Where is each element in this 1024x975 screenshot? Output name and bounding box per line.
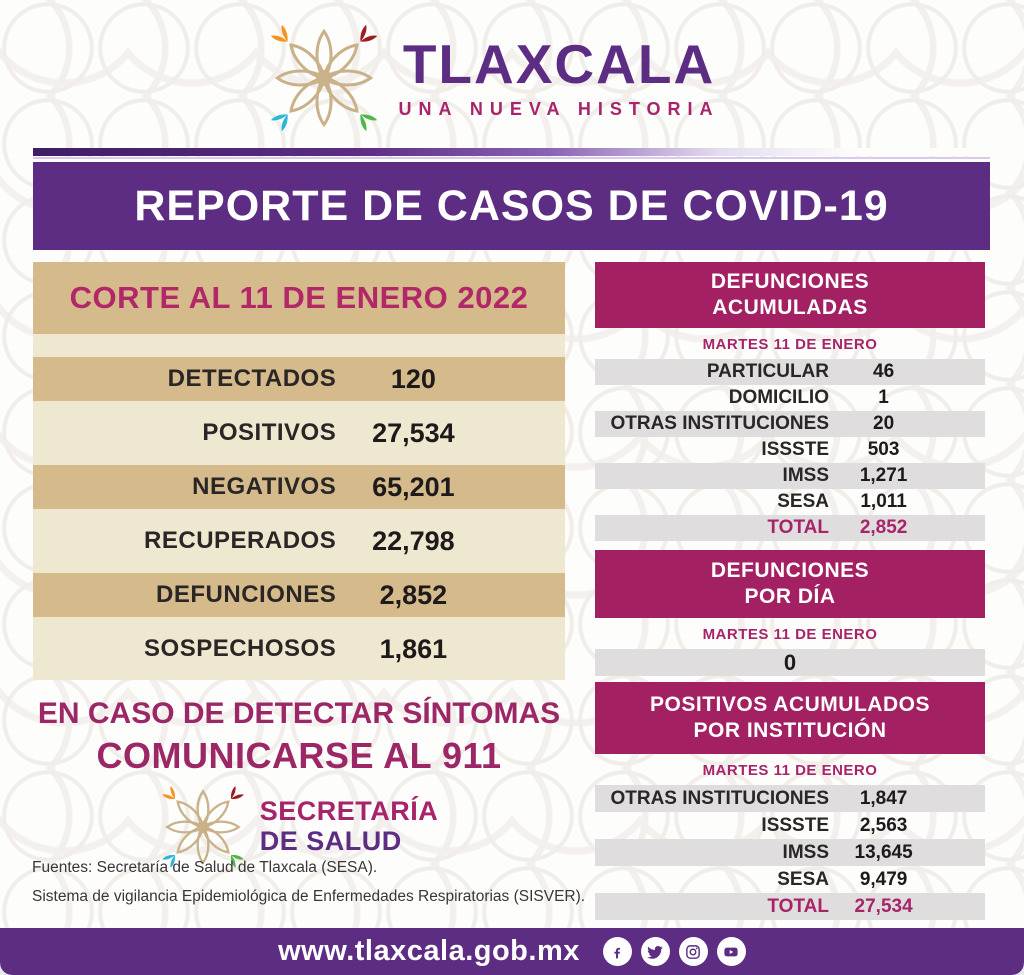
footer-bar <box>0 928 1024 975</box>
row-value: 1,271 <box>859 465 908 486</box>
panel-title-line2: POR INSTITUCIÓN <box>693 719 887 742</box>
deaths-accumulated-rows <box>595 359 985 541</box>
row-value: 1,847 <box>859 787 908 809</box>
table-row <box>595 385 985 411</box>
row-label: TOTAL <box>767 895 829 917</box>
table-row <box>33 352 565 406</box>
positives-rows <box>595 785 985 920</box>
panel-title-line2: POR DÍA <box>744 585 836 608</box>
positives-by-institution-panel <box>595 682 985 920</box>
row-value: 1,861 <box>379 633 448 664</box>
panel-title-line1: DEFUNCIONES <box>710 558 870 582</box>
tlaxcala-flower-logo-icon <box>268 22 380 134</box>
deaths-accumulated-panel <box>595 262 985 541</box>
row-value: 27,534 <box>372 417 455 448</box>
row-value: 65,201 <box>372 471 455 502</box>
row-value: 46 <box>873 361 895 382</box>
deaths-accumulated-header <box>595 262 985 328</box>
panel-title-line2: ACUMULADAS <box>712 296 868 319</box>
brand-name: TLAXCALA <box>402 32 716 95</box>
panel-title-line1: POSITIVOS ACUMULADOS <box>650 692 930 716</box>
brand-header <box>0 22 1006 134</box>
table-row <box>33 568 565 622</box>
row-label: NEGATIVOS <box>192 473 337 500</box>
secretaria-line1: SECRETARÍA <box>259 796 439 827</box>
table-row <box>595 489 985 515</box>
panel-date: MARTES 11 DE ENERO <box>702 335 878 353</box>
summary-rows <box>33 352 565 676</box>
youtube-icon[interactable] <box>717 937 746 966</box>
report-banner <box>33 162 990 250</box>
right-panels <box>595 262 985 920</box>
row-label: POSITIVOS <box>202 419 337 446</box>
row-label: TOTAL <box>767 517 829 538</box>
row-label: SESA <box>777 868 829 890</box>
symptoms-advice <box>33 697 565 777</box>
panel-date: MARTES 11 DE ENERO <box>702 761 878 779</box>
row-label: PARTICULAR <box>706 361 829 382</box>
secretaria-salud-flower-logo-icon <box>160 784 246 870</box>
row-label: IMSS <box>782 841 829 863</box>
panel-title-line1: DEFUNCIONES <box>710 269 870 293</box>
row-value: 1,011 <box>860 491 907 512</box>
row-label: ISSSTE <box>761 814 829 836</box>
brand-tagline: UNA NUEVA HISTORIA <box>398 98 720 119</box>
row-value: 2,852 <box>379 579 448 610</box>
total-row <box>595 515 985 541</box>
row-value: 2,852 <box>859 517 908 538</box>
table-row <box>33 406 565 460</box>
secretaria-salud-logo <box>33 784 565 870</box>
table-row <box>595 359 985 385</box>
table-row <box>595 463 985 489</box>
row-value: 1 <box>878 387 889 408</box>
deaths-per-day-header <box>595 550 985 618</box>
row-label: DETECTADOS <box>167 365 337 392</box>
table-row <box>33 460 565 514</box>
advice-line1: EN CASO DE DETECTAR SÍNTOMAS <box>37 697 561 730</box>
row-value: 13,645 <box>854 841 913 863</box>
row-label: DEFUNCIONES <box>156 581 337 608</box>
facebook-icon[interactable] <box>603 937 632 966</box>
row-value: 2,563 <box>859 814 908 836</box>
row-label: IMSS <box>782 465 829 486</box>
row-label: OTRAS INSTITUCIONES <box>610 787 829 809</box>
website-link[interactable]: www.tlaxcala.gob.mx <box>278 935 580 967</box>
source-line1: Fuentes: Secretaría de Salud de Tlaxcala (SESA). <box>32 859 378 876</box>
row-label: ISSSTE <box>761 439 829 460</box>
twitter-icon[interactable] <box>641 937 670 966</box>
brand-text <box>398 32 720 120</box>
panel-date: MARTES 11 DE ENERO <box>702 625 878 643</box>
table-row <box>595 785 985 812</box>
table-row <box>33 622 565 676</box>
row-value: 503 <box>867 439 900 460</box>
gradient-divider <box>33 148 990 156</box>
row-label: OTRAS INSTITUCIONES <box>610 413 829 434</box>
table-row <box>595 411 985 437</box>
total-row <box>595 893 985 920</box>
row-label: SOSPECHOSOS <box>144 635 337 662</box>
row-value: 27,534 <box>854 895 913 917</box>
instagram-icon[interactable] <box>679 937 708 966</box>
row-value: 22,798 <box>372 525 455 556</box>
sources-note <box>32 859 652 906</box>
table-row <box>33 514 565 568</box>
row-label: SESA <box>777 491 829 512</box>
summary-table-title: CORTE AL 11 DE ENERO 2022 <box>33 262 565 334</box>
advice-line2: COMUNICARSE AL 911 <box>96 735 502 776</box>
deaths-per-day-panel <box>595 550 985 676</box>
table-row <box>595 866 985 893</box>
summary-table <box>33 262 565 680</box>
table-row <box>595 437 985 463</box>
deaths-per-day-value: 0 <box>595 649 985 676</box>
report-title: REPORTE DE CASOS DE COVID-19 <box>134 181 889 230</box>
row-value: 20 <box>873 413 895 434</box>
source-line2: Sistema de vigilancia Epidemiológica de Enfermedades Respiratorias (SISVER). <box>32 888 586 905</box>
row-value: 120 <box>390 363 436 394</box>
row-label: DOMICILIO <box>728 387 829 408</box>
row-label: RECUPERADOS <box>144 527 337 554</box>
secretaria-line2: DE SALUD <box>259 826 402 856</box>
positives-by-institution-header <box>595 682 985 754</box>
table-row <box>595 812 985 839</box>
secretaria-salud-text <box>260 797 439 856</box>
row-value: 9,479 <box>859 868 908 890</box>
table-row <box>595 839 985 866</box>
